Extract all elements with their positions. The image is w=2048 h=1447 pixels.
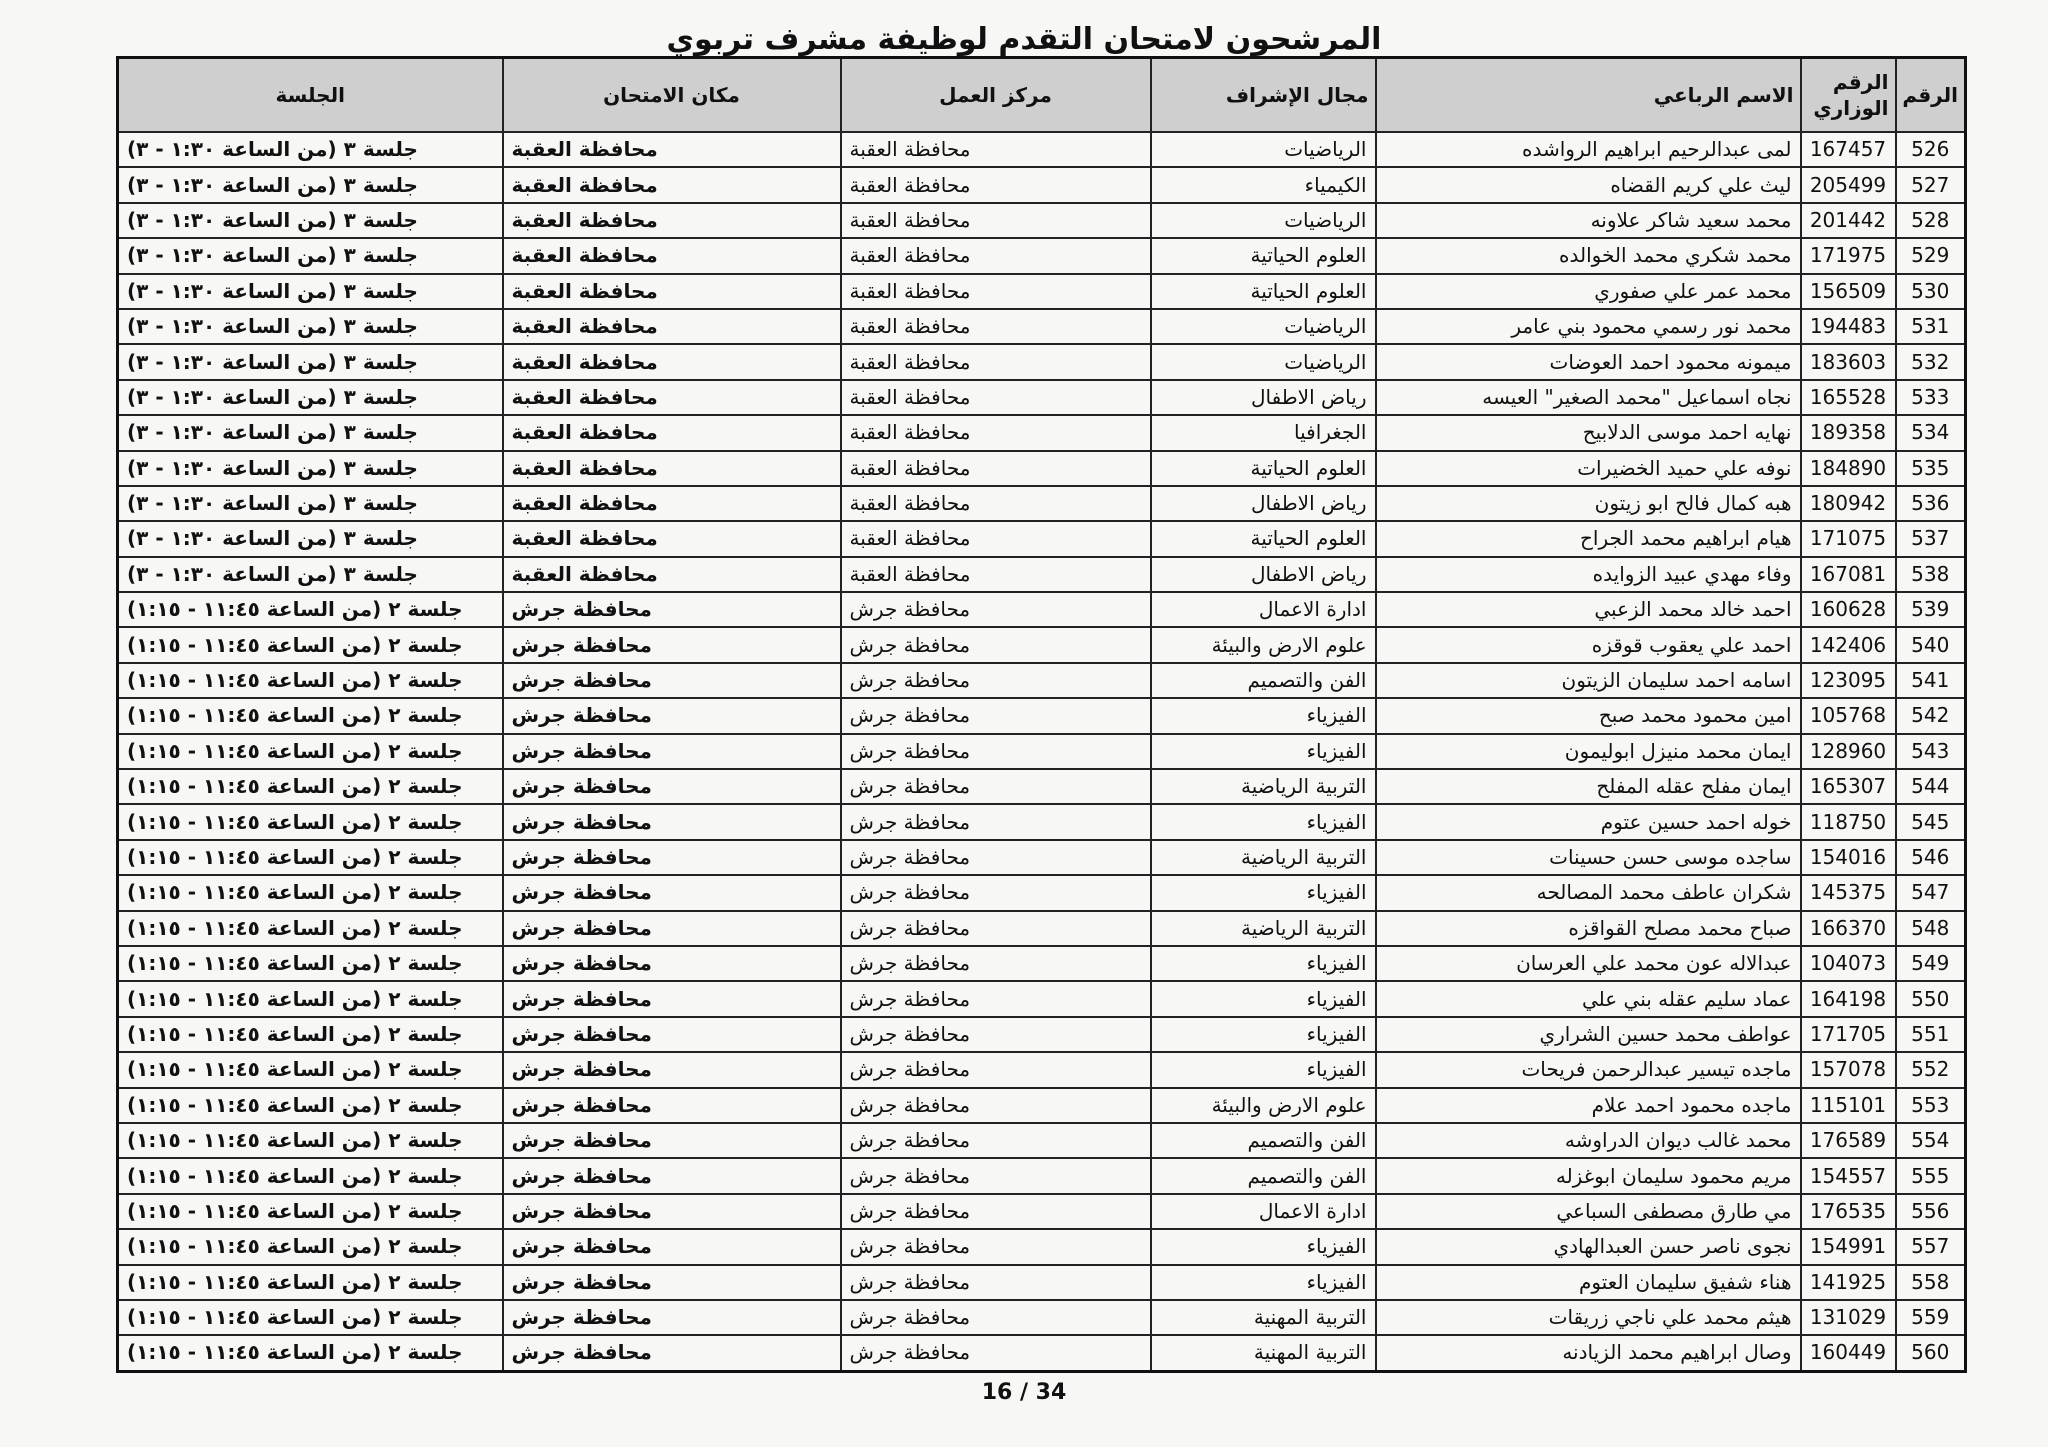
cell-session: جلسة ٢ (من الساعة ١١:٤٥ - ١:١٥) [118, 1017, 503, 1052]
cell-exam-place: محافظة جرش [503, 663, 841, 698]
cell-session: جلسة ٢ (من الساعة ١١:٤٥ - ١:١٥) [118, 1300, 503, 1335]
table-row [118, 344, 1966, 379]
cell-field: الكيمياء [1151, 167, 1376, 202]
cell-ministry-id: 104073 [1801, 946, 1896, 981]
cell-exam-place: محافظة العقبة [503, 451, 841, 486]
cell-session: جلسة ٢ (من الساعة ١١:٤٥ - ١:١٥) [118, 911, 503, 946]
cell-num: 543 [1896, 734, 1966, 769]
cell-field: التربية الرياضية [1151, 840, 1376, 875]
cell-num: 534 [1896, 415, 1966, 450]
table-row [118, 1052, 1966, 1087]
cell-work-center: محافظة العقبة [841, 274, 1151, 309]
cell-session: جلسة ٣ (من الساعة ١:٣٠ - ٣) [118, 486, 503, 521]
cell-work-center: محافظة جرش [841, 1158, 1151, 1193]
cell-work-center: محافظة العقبة [841, 486, 1151, 521]
table-row [118, 1335, 1966, 1371]
cell-exam-place: محافظة جرش [503, 911, 841, 946]
table-row [118, 804, 1966, 839]
cell-exam-place: محافظة جرش [503, 840, 841, 875]
table-row [118, 1300, 1966, 1335]
cell-work-center: محافظة العقبة [841, 451, 1151, 486]
table-row [118, 627, 1966, 662]
table-body [118, 132, 1966, 1371]
cell-exam-place: محافظة العقبة [503, 380, 841, 415]
cell-num: 527 [1896, 167, 1966, 202]
cell-name: نوفه علي حميد الخضيرات [1376, 451, 1801, 486]
cell-name: هيثم محمد علي ناجي زريقات [1376, 1300, 1801, 1335]
cell-name: اسامه احمد سليمان الزيتون [1376, 663, 1801, 698]
cell-exam-place: محافظة العقبة [503, 132, 841, 167]
cell-field: رياض الاطفال [1151, 557, 1376, 592]
cell-session: جلسة ٢ (من الساعة ١١:٤٥ - ١:١٥) [118, 1335, 503, 1371]
cell-name: محمد شكري محمد الخوالده [1376, 238, 1801, 273]
cell-field: ادارة الاعمال [1151, 592, 1376, 627]
cell-num: 546 [1896, 840, 1966, 875]
cell-field: الفيزياء [1151, 804, 1376, 839]
cell-num: 559 [1896, 1300, 1966, 1335]
cell-name: محمد سعيد شاكر علاونه [1376, 203, 1801, 238]
cell-num: 538 [1896, 557, 1966, 592]
page-number: 16 / 34 [981, 1380, 1067, 1405]
table-row [118, 167, 1966, 202]
cell-session: جلسة ٣ (من الساعة ١:٣٠ - ٣) [118, 451, 503, 486]
cell-session: جلسة ٢ (من الساعة ١١:٤٥ - ١:١٥) [118, 734, 503, 769]
table-row [118, 1017, 1966, 1052]
cell-work-center: محافظة جرش [841, 627, 1151, 662]
cell-work-center: محافظة العقبة [841, 521, 1151, 556]
cell-num: 541 [1896, 663, 1966, 698]
cell-work-center: محافظة جرش [841, 698, 1151, 733]
cell-ministry-id: 171975 [1801, 238, 1896, 273]
table-row [118, 840, 1966, 875]
cell-exam-place: محافظة العقبة [503, 274, 841, 309]
cell-exam-place: محافظة جرش [503, 981, 841, 1016]
cell-exam-place: محافظة جرش [503, 1052, 841, 1087]
cell-work-center: محافظة العقبة [841, 557, 1151, 592]
cell-ministry-id: 154016 [1801, 840, 1896, 875]
cell-ministry-id: 105768 [1801, 698, 1896, 733]
cell-name: عبدالاله عون محمد علي العرسان [1376, 946, 1801, 981]
cell-ministry-id: 171075 [1801, 521, 1896, 556]
cell-work-center: محافظة جرش [841, 946, 1151, 981]
cell-name: هيام ابراهيم محمد الجراح [1376, 521, 1801, 556]
header-ministry-id: الرقم الوزاري [1801, 58, 1896, 133]
cell-session: جلسة ٣ (من الساعة ١:٣٠ - ٣) [118, 380, 503, 415]
cell-exam-place: محافظة جرش [503, 734, 841, 769]
table-row [118, 1123, 1966, 1158]
cell-exam-place: محافظة جرش [503, 698, 841, 733]
cell-name: وفاء مهدي عبيد الزوايده [1376, 557, 1801, 592]
cell-work-center: محافظة جرش [841, 981, 1151, 1016]
cell-exam-place: محافظة العقبة [503, 486, 841, 521]
cell-num: 537 [1896, 521, 1966, 556]
cell-exam-place: محافظة جرش [503, 1229, 841, 1264]
cell-work-center: محافظة جرش [841, 1229, 1151, 1264]
cell-ministry-id: 171705 [1801, 1017, 1896, 1052]
cell-field: الفيزياء [1151, 875, 1376, 910]
cell-work-center: محافظة العقبة [841, 238, 1151, 273]
cell-name: ايمان محمد منيزل ابوليمون [1376, 734, 1801, 769]
cell-name: عماد سليم عقله بني علي [1376, 981, 1801, 1016]
cell-session: جلسة ٢ (من الساعة ١١:٤٥ - ١:١٥) [118, 769, 503, 804]
cell-num: 535 [1896, 451, 1966, 486]
table-row [118, 663, 1966, 698]
cell-name: محمد نور رسمي محمود بني عامر [1376, 309, 1801, 344]
header-work-center: مركز العمل [841, 58, 1151, 133]
header-session: الجلسة [118, 58, 503, 133]
cell-name: نجاه اسماعيل "محمد الصغير" العيسه [1376, 380, 1801, 415]
table-row [118, 451, 1966, 486]
cell-num: 539 [1896, 592, 1966, 627]
header-field: مجال الإشراف [1151, 58, 1376, 133]
cell-num: 558 [1896, 1265, 1966, 1300]
cell-field: العلوم الحياتية [1151, 274, 1376, 309]
cell-ministry-id: 156509 [1801, 274, 1896, 309]
cell-ministry-id: 184890 [1801, 451, 1896, 486]
cell-field: الفيزياء [1151, 981, 1376, 1016]
cell-name: مريم محمود سليمان ابوغزله [1376, 1158, 1801, 1193]
cell-work-center: محافظة جرش [841, 840, 1151, 875]
cell-work-center: محافظة جرش [841, 875, 1151, 910]
cell-work-center: محافظة جرش [841, 592, 1151, 627]
cell-name: نهايه احمد موسى الدلابيح [1376, 415, 1801, 450]
table-row [118, 380, 1966, 415]
cell-session: جلسة ٢ (من الساعة ١١:٤٥ - ١:١٥) [118, 592, 503, 627]
cell-session: جلسة ٣ (من الساعة ١:٣٠ - ٣) [118, 309, 503, 344]
cell-work-center: محافظة جرش [841, 1123, 1151, 1158]
cell-exam-place: محافظة العقبة [503, 203, 841, 238]
cell-session: جلسة ٣ (من الساعة ١:٣٠ - ٣) [118, 238, 503, 273]
table-row [118, 557, 1966, 592]
cell-field: الفيزياء [1151, 1265, 1376, 1300]
cell-ministry-id: 167457 [1801, 132, 1896, 167]
cell-work-center: محافظة العقبة [841, 167, 1151, 202]
cell-name: شكران عاطف محمد المصالحه [1376, 875, 1801, 910]
cell-work-center: محافظة العقبة [841, 380, 1151, 415]
table-row [118, 203, 1966, 238]
cell-name: خوله احمد حسين عتوم [1376, 804, 1801, 839]
table-row [118, 734, 1966, 769]
cell-work-center: محافظة جرش [841, 1052, 1151, 1087]
cell-name: احمد خالد محمد الزعبي [1376, 592, 1801, 627]
cell-work-center: محافظة جرش [841, 663, 1151, 698]
cell-exam-place: محافظة العقبة [503, 167, 841, 202]
cell-exam-place: محافظة العقبة [503, 238, 841, 273]
table-row [118, 238, 1966, 273]
cell-exam-place: محافظة جرش [503, 1300, 841, 1335]
cell-num: 529 [1896, 238, 1966, 273]
cell-num: 532 [1896, 344, 1966, 379]
table-row [118, 875, 1966, 910]
cell-exam-place: محافظة جرش [503, 1017, 841, 1052]
cell-session: جلسة ٣ (من الساعة ١:٣٠ - ٣) [118, 415, 503, 450]
cell-work-center: محافظة العقبة [841, 203, 1151, 238]
cell-ministry-id: 128960 [1801, 734, 1896, 769]
cell-field: الرياضيات [1151, 309, 1376, 344]
cell-work-center: محافظة جرش [841, 1335, 1151, 1371]
table-row [118, 1194, 1966, 1229]
cell-name: ميمونه محمود احمد العوضات [1376, 344, 1801, 379]
cell-field: الفيزياء [1151, 1017, 1376, 1052]
cell-work-center: محافظة العقبة [841, 415, 1151, 450]
cell-num: 526 [1896, 132, 1966, 167]
cell-num: 528 [1896, 203, 1966, 238]
cell-field: الفيزياء [1151, 1052, 1376, 1087]
cell-field: التربية المهنية [1151, 1300, 1376, 1335]
cell-num: 540 [1896, 627, 1966, 662]
cell-name: امين محمود محمد صبح [1376, 698, 1801, 733]
cell-exam-place: محافظة جرش [503, 875, 841, 910]
table-row [118, 946, 1966, 981]
cell-session: جلسة ٣ (من الساعة ١:٣٠ - ٣) [118, 274, 503, 309]
cell-exam-place: محافظة جرش [503, 1088, 841, 1123]
cell-name: ماجده تيسير عبدالرحمن فريحات [1376, 1052, 1801, 1087]
cell-num: 553 [1896, 1088, 1966, 1123]
cell-session: جلسة ٣ (من الساعة ١:٣٠ - ٣) [118, 557, 503, 592]
table-row [118, 1088, 1966, 1123]
cell-field: الفيزياء [1151, 734, 1376, 769]
cell-ministry-id: 194483 [1801, 309, 1896, 344]
table-row [118, 309, 1966, 344]
table-row [118, 1158, 1966, 1193]
cell-name: مي طارق مصطفى السباعي [1376, 1194, 1801, 1229]
cell-ministry-id: 154557 [1801, 1158, 1896, 1193]
cell-work-center: محافظة جرش [841, 804, 1151, 839]
cell-field: الرياضيات [1151, 344, 1376, 379]
cell-ministry-id: 165528 [1801, 380, 1896, 415]
cell-session: جلسة ٢ (من الساعة ١١:٤٥ - ١:١٥) [118, 1088, 503, 1123]
cell-work-center: محافظة جرش [841, 1017, 1151, 1052]
cell-exam-place: محافظة جرش [503, 627, 841, 662]
header-exam-place: مكان الامتحان [503, 58, 841, 133]
cell-exam-place: محافظة العقبة [503, 344, 841, 379]
table-header-row [118, 58, 1966, 133]
cell-work-center: محافظة جرش [841, 1265, 1151, 1300]
cell-work-center: محافظة العقبة [841, 344, 1151, 379]
cell-field: الرياضيات [1151, 132, 1376, 167]
cell-session: جلسة ٢ (من الساعة ١١:٤٥ - ١:١٥) [118, 804, 503, 839]
cell-work-center: محافظة جرش [841, 734, 1151, 769]
cell-work-center: محافظة جرش [841, 1088, 1151, 1123]
cell-num: 542 [1896, 698, 1966, 733]
cell-ministry-id: 164198 [1801, 981, 1896, 1016]
cell-ministry-id: 157078 [1801, 1052, 1896, 1087]
cell-work-center: محافظة جرش [841, 1300, 1151, 1335]
cell-name: احمد علي يعقوب قوقزه [1376, 627, 1801, 662]
cell-field: ادارة الاعمال [1151, 1194, 1376, 1229]
cell-name: ايمان مفلح عقله المفلح [1376, 769, 1801, 804]
cell-ministry-id: 166370 [1801, 911, 1896, 946]
cell-session: جلسة ٢ (من الساعة ١١:٤٥ - ١:١٥) [118, 698, 503, 733]
page-title: المرشحون لامتحان التقدم لوظيفة مشرف تربوي [666, 22, 1382, 57]
cell-name: نجوى ناصر حسن العبدالهادي [1376, 1229, 1801, 1264]
cell-exam-place: محافظة جرش [503, 1158, 841, 1193]
cell-ministry-id: 189358 [1801, 415, 1896, 450]
cell-name: ماجده محمود احمد علام [1376, 1088, 1801, 1123]
cell-exam-place: محافظة جرش [503, 1335, 841, 1371]
cell-field: التربية الرياضية [1151, 911, 1376, 946]
cell-session: جلسة ٢ (من الساعة ١١:٤٥ - ١:١٥) [118, 1052, 503, 1087]
cell-num: 556 [1896, 1194, 1966, 1229]
cell-exam-place: محافظة جرش [503, 804, 841, 839]
cell-work-center: محافظة جرش [841, 769, 1151, 804]
cell-num: 550 [1896, 981, 1966, 1016]
cell-exam-place: محافظة العقبة [503, 521, 841, 556]
cell-ministry-id: 131029 [1801, 1300, 1896, 1335]
cell-session: جلسة ٣ (من الساعة ١:٣٠ - ٣) [118, 521, 503, 556]
cell-session: جلسة ٢ (من الساعة ١١:٤٥ - ١:١٥) [118, 875, 503, 910]
cell-field: الفن والتصميم [1151, 1158, 1376, 1193]
cell-ministry-id: 176589 [1801, 1123, 1896, 1158]
cell-session: جلسة ٢ (من الساعة ١١:٤٥ - ١:١٥) [118, 1194, 503, 1229]
cell-session: جلسة ٣ (من الساعة ١:٣٠ - ٣) [118, 132, 503, 167]
cell-field: التربية الرياضية [1151, 769, 1376, 804]
cell-num: 554 [1896, 1123, 1966, 1158]
cell-field: الفيزياء [1151, 1229, 1376, 1264]
table-row [118, 981, 1966, 1016]
cell-field: رياض الاطفال [1151, 380, 1376, 415]
cell-work-center: محافظة جرش [841, 911, 1151, 946]
cell-work-center: محافظة العقبة [841, 309, 1151, 344]
cell-ministry-id: 123095 [1801, 663, 1896, 698]
cell-session: جلسة ٣ (من الساعة ١:٣٠ - ٣) [118, 344, 503, 379]
cell-field: علوم الارض والبيئة [1151, 627, 1376, 662]
cell-name: صباح محمد مصلح القواقزه [1376, 911, 1801, 946]
cell-session: جلسة ٣ (من الساعة ١:٣٠ - ٣) [118, 167, 503, 202]
cell-ministry-id: 165307 [1801, 769, 1896, 804]
cell-ministry-id: 180942 [1801, 486, 1896, 521]
cell-num: 545 [1896, 804, 1966, 839]
cell-num: 547 [1896, 875, 1966, 910]
cell-ministry-id: 160628 [1801, 592, 1896, 627]
cell-work-center: محافظة العقبة [841, 132, 1151, 167]
cell-name: وصال ابراهيم محمد الزيادنه [1376, 1335, 1801, 1371]
table-row [118, 415, 1966, 450]
cell-ministry-id: 145375 [1801, 875, 1896, 910]
cell-ministry-id: 154991 [1801, 1229, 1896, 1264]
table-row [118, 132, 1966, 167]
table-row [118, 911, 1966, 946]
table-row [118, 592, 1966, 627]
cell-num: 536 [1896, 486, 1966, 521]
cell-field: الفن والتصميم [1151, 1123, 1376, 1158]
cell-field: الفيزياء [1151, 698, 1376, 733]
cell-num: 560 [1896, 1335, 1966, 1371]
cell-field: علوم الارض والبيئة [1151, 1088, 1376, 1123]
cell-session: جلسة ٢ (من الساعة ١١:٤٥ - ١:١٥) [118, 1265, 503, 1300]
cell-exam-place: محافظة العقبة [503, 309, 841, 344]
cell-exam-place: محافظة جرش [503, 1123, 841, 1158]
header-num: الرقم [1896, 58, 1966, 133]
cell-field: الفن والتصميم [1151, 663, 1376, 698]
cell-ministry-id: 167081 [1801, 557, 1896, 592]
cell-name: هبه كمال فالح ابو زيتون [1376, 486, 1801, 521]
cell-session: جلسة ٢ (من الساعة ١١:٤٥ - ١:١٥) [118, 1123, 503, 1158]
table-row [118, 521, 1966, 556]
cell-field: رياض الاطفال [1151, 486, 1376, 521]
cell-session: جلسة ٢ (من الساعة ١١:٤٥ - ١:١٥) [118, 627, 503, 662]
cell-exam-place: محافظة جرش [503, 769, 841, 804]
cell-name: ساجده موسى حسن حسينات [1376, 840, 1801, 875]
cell-field: الفيزياء [1151, 946, 1376, 981]
cell-num: 544 [1896, 769, 1966, 804]
cell-session: جلسة ٢ (من الساعة ١١:٤٥ - ١:١٥) [118, 1158, 503, 1193]
table-row [118, 274, 1966, 309]
cell-num: 555 [1896, 1158, 1966, 1193]
cell-name: محمد غالب ديوان الدراوشه [1376, 1123, 1801, 1158]
table-row [118, 486, 1966, 521]
cell-exam-place: محافظة العقبة [503, 415, 841, 450]
header-name: الاسم الرباعي [1376, 58, 1801, 133]
cell-session: جلسة ٢ (من الساعة ١١:٤٥ - ١:١٥) [118, 840, 503, 875]
cell-ministry-id: 115101 [1801, 1088, 1896, 1123]
cell-ministry-id: 141925 [1801, 1265, 1896, 1300]
cell-ministry-id: 142406 [1801, 627, 1896, 662]
table-row [118, 1229, 1966, 1264]
cell-field: العلوم الحياتية [1151, 238, 1376, 273]
cell-ministry-id: 201442 [1801, 203, 1896, 238]
cell-ministry-id: 176535 [1801, 1194, 1896, 1229]
cell-session: جلسة ٢ (من الساعة ١١:٤٥ - ١:١٥) [118, 1229, 503, 1264]
cell-exam-place: محافظة جرش [503, 1265, 841, 1300]
cell-num: 548 [1896, 911, 1966, 946]
cell-ministry-id: 205499 [1801, 167, 1896, 202]
cell-session: جلسة ٢ (من الساعة ١١:٤٥ - ١:١٥) [118, 981, 503, 1016]
cell-name: لمى عبدالرحيم ابراهيم الرواشده [1376, 132, 1801, 167]
cell-field: الجغرافيا [1151, 415, 1376, 450]
cell-work-center: محافظة جرش [841, 1194, 1151, 1229]
cell-name: هناء شفيق سليمان العتوم [1376, 1265, 1801, 1300]
cell-session: جلسة ٣ (من الساعة ١:٣٠ - ٣) [118, 203, 503, 238]
cell-num: 533 [1896, 380, 1966, 415]
cell-num: 551 [1896, 1017, 1966, 1052]
cell-ministry-id: 160449 [1801, 1335, 1896, 1371]
cell-exam-place: محافظة جرش [503, 946, 841, 981]
cell-ministry-id: 183603 [1801, 344, 1896, 379]
candidates-table [116, 56, 1967, 1373]
cell-field: العلوم الحياتية [1151, 521, 1376, 556]
cell-field: الرياضيات [1151, 203, 1376, 238]
cell-exam-place: محافظة العقبة [503, 557, 841, 592]
cell-name: ليث علي كريم القضاه [1376, 167, 1801, 202]
cell-field: التربية المهنية [1151, 1335, 1376, 1371]
cell-name: محمد عمر علي صفوري [1376, 274, 1801, 309]
table-row [118, 698, 1966, 733]
table-row [118, 1265, 1966, 1300]
cell-session: جلسة ٢ (من الساعة ١١:٤٥ - ١:١٥) [118, 946, 503, 981]
cell-exam-place: محافظة جرش [503, 1194, 841, 1229]
cell-name: عواطف محمد حسين الشراري [1376, 1017, 1801, 1052]
cell-num: 552 [1896, 1052, 1966, 1087]
cell-num: 530 [1896, 274, 1966, 309]
cell-session: جلسة ٢ (من الساعة ١١:٤٥ - ١:١٥) [118, 663, 503, 698]
cell-num: 531 [1896, 309, 1966, 344]
cell-num: 557 [1896, 1229, 1966, 1264]
cell-exam-place: محافظة جرش [503, 592, 841, 627]
cell-ministry-id: 118750 [1801, 804, 1896, 839]
table-row [118, 769, 1966, 804]
cell-field: العلوم الحياتية [1151, 451, 1376, 486]
cell-num: 549 [1896, 946, 1966, 981]
